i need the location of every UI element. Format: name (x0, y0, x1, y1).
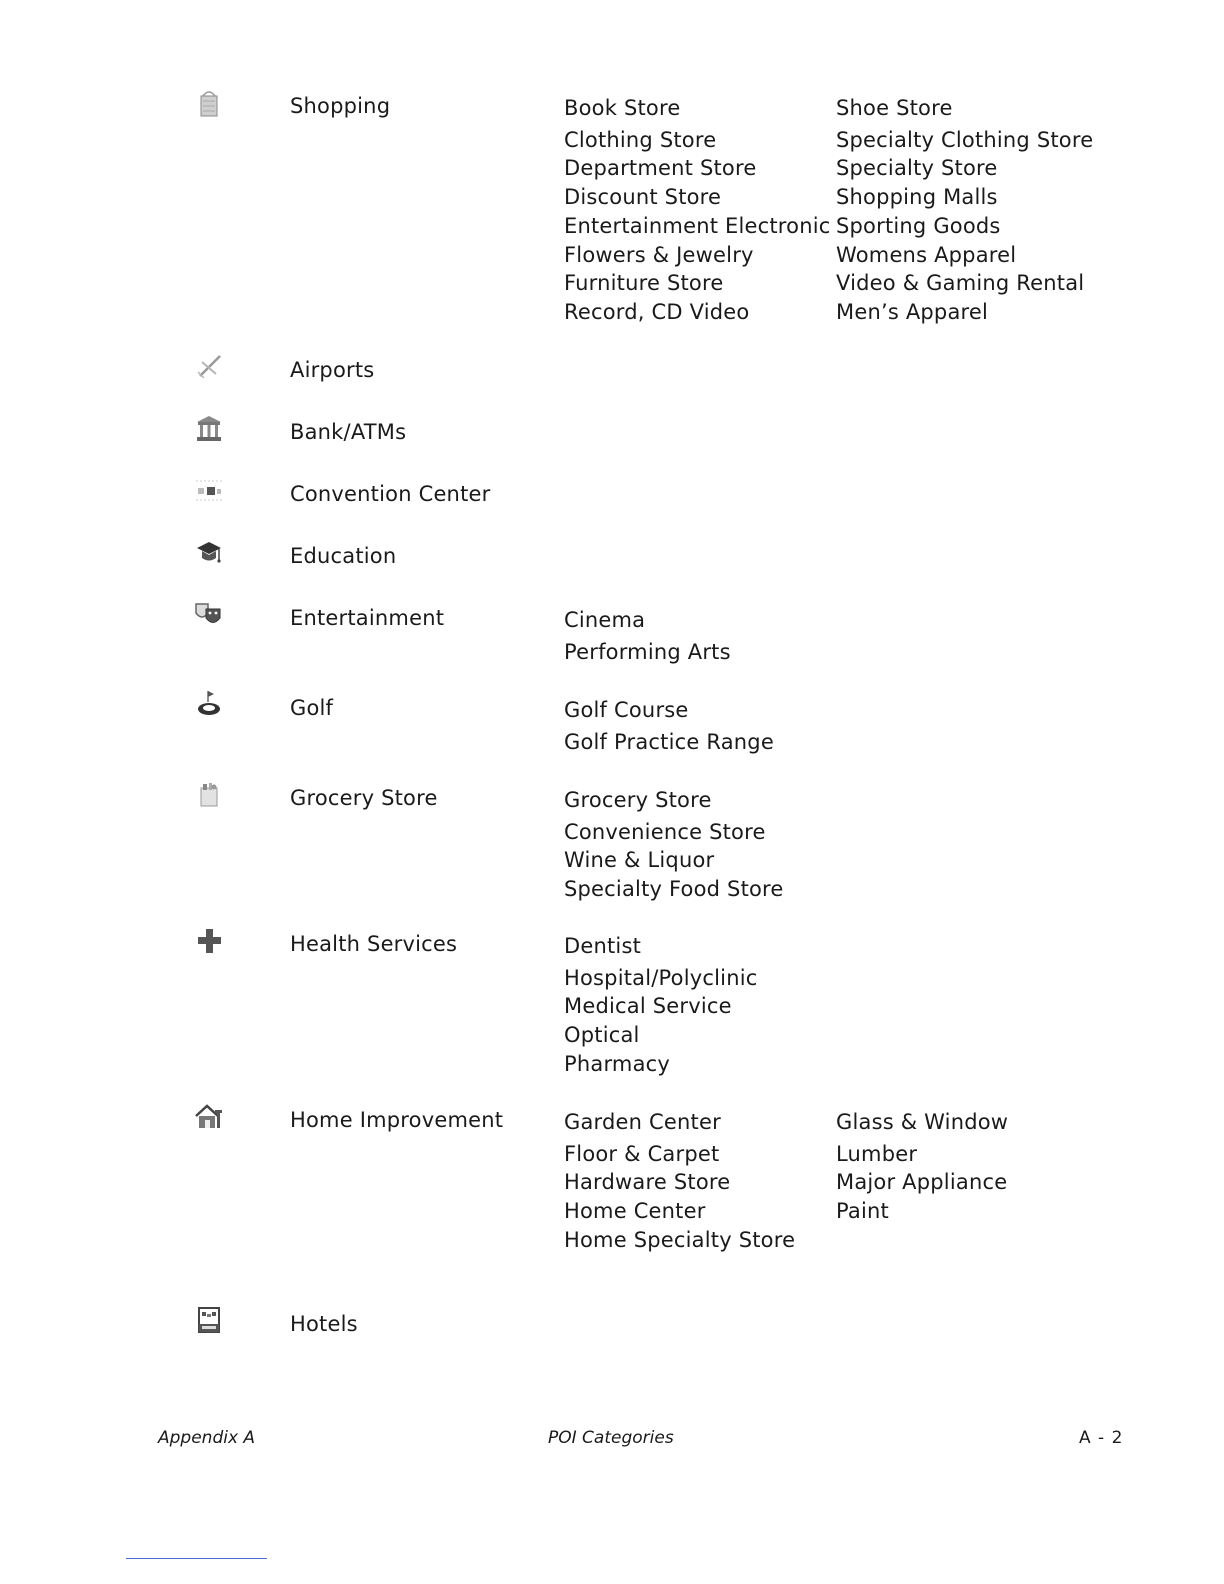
subcategory-item: Garden Center (564, 1110, 721, 1134)
category-name: Hotels (290, 1312, 358, 1336)
subcategory-item: Specialty Store (836, 156, 998, 181)
subcategory-list (564, 606, 731, 666)
subcategory-list-secondary (836, 1108, 1008, 1226)
category-name: Home Improvement (290, 1108, 504, 1132)
bank-icon (192, 412, 226, 446)
subcategory-item: Clothing Store (564, 127, 717, 152)
subcategory-item: Floor & Carpet (564, 1141, 720, 1166)
subcategory-item: Specialty Clothing Store (836, 127, 1094, 152)
golf-icon (192, 688, 226, 722)
footer-appendix-label: Appendix A (158, 1428, 256, 1448)
airplane-icon (192, 350, 226, 384)
subcategory-list (564, 696, 774, 756)
hotel-icon (192, 1304, 226, 1338)
subcategory-item: Grocery Store (564, 788, 712, 812)
category-name: Bank/ATMs (290, 420, 407, 444)
subcategory-item: Golf Course (564, 698, 689, 722)
graduation-cap-icon (192, 536, 226, 570)
subcategory-item: Convenience Store (564, 819, 766, 844)
grocery-cart-icon (192, 778, 226, 812)
subcategory-item: Pharmacy (564, 1051, 671, 1076)
subcategory-item: Dentist (564, 934, 642, 958)
convention-center-icon (192, 474, 226, 508)
category-name: Grocery Store (290, 786, 438, 810)
subcategory-item: Furniture Store (564, 271, 724, 296)
subcategory-item: Medical Service (564, 994, 732, 1019)
subcategory-item: Home Center (564, 1199, 706, 1224)
subcategory-item: Cinema (564, 608, 646, 632)
category-name: Airports (290, 358, 375, 382)
medical-cross-icon (192, 924, 226, 958)
subcategory-item: Entertainment Electronic (564, 213, 831, 238)
category-name: Golf (290, 696, 334, 720)
category-name: Health Services (290, 932, 458, 956)
bottom-rule (126, 1558, 267, 1559)
subcategory-list-secondary (836, 94, 1093, 327)
subcategory-item: Performing Arts (564, 639, 731, 664)
subcategory-item: Major Appliance (836, 1170, 1008, 1195)
subcategory-item: Hardware Store (564, 1170, 731, 1195)
subcategory-item: Home Specialty Store (564, 1227, 796, 1252)
subcategory-item: Men’s Apparel (836, 299, 989, 324)
subcategory-item: Golf Practice Range (564, 729, 774, 754)
subcategory-item: Optical (564, 1023, 640, 1048)
subcategory-list (564, 94, 831, 327)
category-name: Entertainment (290, 606, 445, 630)
category-name: Education (290, 544, 397, 568)
subcategory-item: Hospital/Polyclinic (564, 965, 758, 990)
subcategory-item: Flowers & Jewelry (564, 242, 754, 267)
subcategory-list (564, 786, 784, 904)
subcategory-item: Record, CD Video (564, 299, 750, 324)
theater-masks-icon (192, 598, 226, 632)
home-improvement-icon (192, 1100, 226, 1134)
subcategory-item: Specialty Food Store (564, 877, 784, 902)
subcategory-item: Shoe Store (836, 96, 953, 120)
subcategory-item: Discount Store (564, 185, 722, 210)
subcategory-item: Wine & Liquor (564, 848, 715, 873)
subcategory-item: Lumber (836, 1141, 918, 1166)
subcategory-item: Video & Gaming Rental (836, 271, 1085, 296)
subcategory-item: Womens Apparel (836, 242, 1017, 267)
subcategory-item: Glass & Window (836, 1110, 1009, 1134)
category-name: Shopping (290, 94, 391, 118)
subcategory-list (564, 932, 758, 1079)
subcategory-item: Paint (836, 1199, 889, 1224)
subcategory-item: Department Store (564, 156, 757, 181)
shopping-bag-icon (192, 86, 226, 120)
subcategory-item: Shopping Malls (836, 185, 998, 210)
category-name: Convention Center (290, 482, 491, 506)
subcategory-item: Sporting Goods (836, 213, 1001, 238)
subcategory-item: Book Store (564, 96, 681, 120)
footer-page-number: A - 2 (1079, 1428, 1124, 1448)
subcategory-list (564, 1108, 795, 1255)
footer-section-title: POI Categories (548, 1428, 674, 1448)
